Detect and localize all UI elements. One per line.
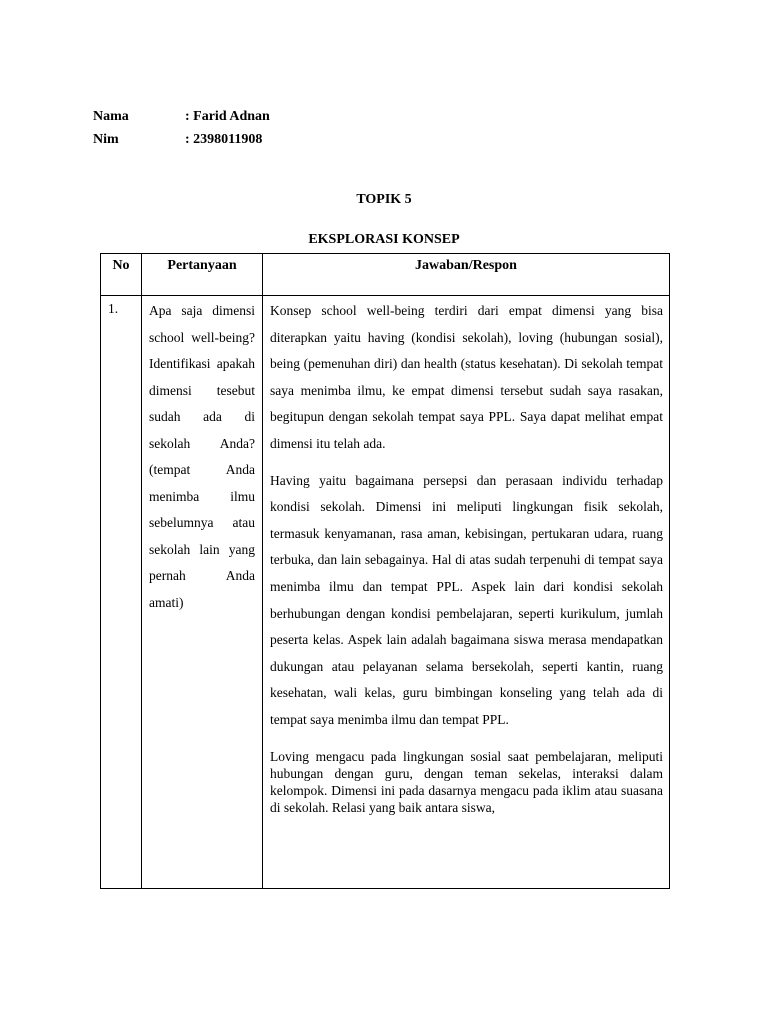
student-name-line [93, 109, 270, 125]
question-text: Apa saja dimensi school well-being? Identifikasi apakah dimensi tesebut sudah ada di sekolah Anda? (tempat Anda menimba ilmu sebelumnya atau sekolah lain yang pernah Anda amati) [149, 303, 255, 610]
answer-paragraph-2: Having yaitu bagaimana persepsi dan perasaan individu terhadap kondisi sekolah. Dimensi ini meliputi lingkungan fisik sekolah, termasuk kenyamanan, rasa aman, kebisingan, pertukaran udara, ruang terbuka, dan lain sebagainya. Hal di atas sudah terpenuhi di tempat saya menimba ilmu dan tempat PPL. Aspek lain dari kondisi sekolah berhubungan dengan kondisi pembelajaran, seperti kurikulum, jumlah peserta kelas. Aspek lain adalah bagaimana siswa merasa mendapatkan dukungan atau pelayanan selama bersekolah, seperti kantin, ruang kesehatan, wali kelas, guru bimbingan konseling yang telah ada di tempat saya menimba ilmu dan tempat PPL. [270, 472, 663, 727]
question-cell [142, 296, 263, 889]
nim-label: Nim [93, 132, 119, 147]
table-header-row [101, 254, 670, 296]
exploration-table [100, 253, 670, 889]
answer-paragraph-3: Loving mengacu pada lingkungan sosial saat pembelajaran, meliputi hubungan dengan guru, dengan teman sekelas, interaksi dalam kelompok. Dimensi ini pada dasarnya mengacu pada iklim atau suasana di sekolah. Relasi yang baik antara siswa, [270, 748, 663, 815]
answer-paragraph-1: Konsep school well-being terdiri dari empat dimensi yang bisa diterapkan yaitu having (kondisi sekolah), loving (hubungan sosial), being (pemenuhan diri) dan health (status kesehatan). Di sekolah tempat saya menimba ilmu, ke empat dimensi tersebut sudah saya rasakan, begitupun dengan sekolah tempat saya PPL. Saya dapat melihat empat dimensi itu telah ada. [270, 303, 663, 451]
topic-title: TOPIK 5 [356, 192, 412, 207]
table-row [101, 296, 670, 889]
name-value: : Farid Adnan [185, 109, 270, 124]
section-title: EKSPLORASI KONSEP [308, 232, 460, 247]
student-nim-line [93, 132, 262, 148]
answer-cell [263, 296, 670, 889]
header-no: No [101, 254, 142, 296]
row-number-cell [101, 296, 142, 889]
header-answer: Jawaban/Respon [263, 254, 670, 296]
row-number: 1. [108, 301, 119, 316]
nim-value: : 2398011908 [185, 132, 263, 147]
header-question: Pertanyaan [142, 254, 263, 296]
name-label: Nama [93, 109, 129, 124]
